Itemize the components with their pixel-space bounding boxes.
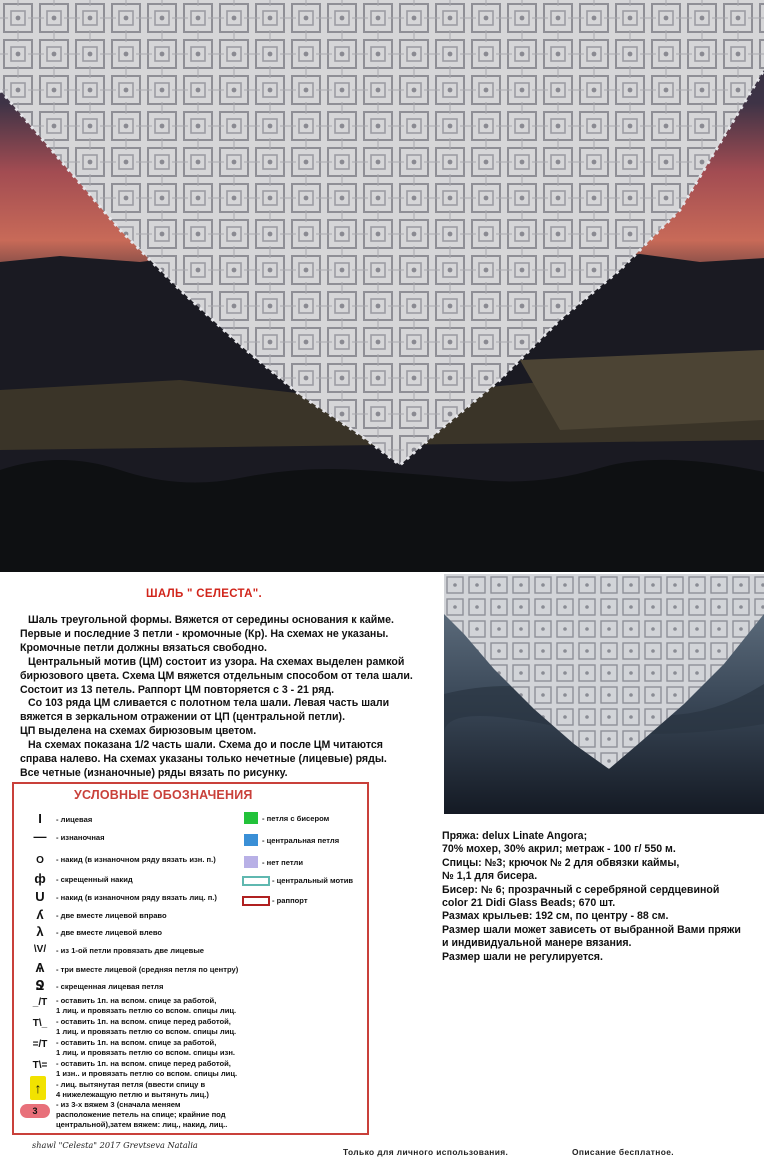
legend-k2tog-right: - две вместе лицевой вправо <box>56 911 167 920</box>
increase-symbol: \V/ <box>33 944 47 955</box>
author-signature: shawl "Celesta" 2017 Grevtseva Natalia <box>32 1140 198 1150</box>
description-line: Кромочные петли должны вязаться свободно. <box>20 641 267 654</box>
legend-elongated-stitch: - лиц. вытянутая петля (ввести спицу в 4 нижележащую петлю и вытянуть лиц.) <box>56 1080 209 1099</box>
materials-line: и индивидуальной манере вязания. <box>442 937 632 950</box>
pattern-title: ШАЛЬ " СЕЛЕСТА". <box>146 588 262 600</box>
crossed-yo-symbol: ф <box>34 871 46 886</box>
materials-line: 70% мохер, 30% акрил; метраж - 100 г/ 550 м. <box>442 843 676 856</box>
shawl-photo-sky <box>444 574 764 814</box>
description-line: Центральный мотив (ЦМ) состоит из узора. На схемах выделен рамкой <box>28 655 405 668</box>
materials-line: Спицы: №3; крючок № 2 для обвязки каймы, <box>442 856 680 869</box>
k3tog-symbol: Ѧ <box>35 960 45 975</box>
legend-cable-purl-left: - оставить 1п. на вспом. спице перед работой, 1 изн.. и провязать петлю со вспом. спицы лиц. <box>56 1059 238 1078</box>
free-description-note: Описание бесплатное. <box>572 1147 675 1157</box>
materials-line: Размах крыльев: 192 см, по центру - 88 см. <box>442 910 669 923</box>
center-stitch-swatch-icon <box>244 834 258 846</box>
cable-left-symbol: T\_ <box>32 1018 48 1029</box>
materials-line: Размер шали не регулируется. <box>442 950 603 963</box>
materials-line: № 1,1 для бисера. <box>442 870 538 883</box>
description-line: Со 103 ряда ЦМ сливается с полотном тела шали. Левая часть шали <box>28 697 390 710</box>
materials-line: Бисер: № 6; прозрачный с серебряной сердцевиной <box>442 883 720 896</box>
materials-info <box>442 830 762 964</box>
description-line: Все четные (изнаночные) ряды вязать по рисунку. <box>20 766 288 779</box>
k2tog-left-symbol: λ <box>36 924 44 939</box>
pattern-description <box>20 614 440 781</box>
legend-twisted-knit: - скрещенная лицевая петля <box>56 982 164 991</box>
legend-purl: - изнаночная <box>56 833 105 842</box>
three-from-three-symbol: 3 <box>32 1106 38 1116</box>
description-line: Шаль треугольной формы. Вяжется от середины основания к кайме. <box>28 614 394 626</box>
materials-line: color 21 Didi Glass Beads; 670 шт. <box>442 897 616 910</box>
no-stitch-swatch-icon <box>244 856 258 868</box>
cable-purl-right-symbol: =/T <box>32 1039 48 1050</box>
twisted-knit-symbol: Ջ <box>35 978 45 993</box>
legend-crossed-yo: - скрещенный накид <box>56 875 133 884</box>
legend-cable-right: - оставить 1п. на вспом. спице за работой, 1 лиц. и провязать петлю со вспом. спицы лиц. <box>56 996 237 1015</box>
personal-use-note: Только для личного использования. <box>343 1147 509 1157</box>
elongated-stitch-symbol: ↑ <box>34 1080 42 1096</box>
bead-swatch-icon <box>244 812 258 824</box>
description-line: справа налево. На схемах указаны только нечетные (лицевые) ряды. <box>20 753 387 766</box>
legend-no-stitch: - нет петли <box>262 858 303 867</box>
description-line: вяжется в зеркальном отражении от ЦП (центральной петли). <box>20 711 346 724</box>
legend-box <box>12 782 369 1135</box>
legend-central-motif: - центральный мотив <box>272 876 354 885</box>
three-from-three-marker-icon <box>20 1104 50 1118</box>
yarn-over-symbol: O <box>36 855 44 866</box>
rapport-frame-icon <box>242 896 270 906</box>
description-line: ЦП выделена на схемах бирюзовым цветом. <box>20 725 257 738</box>
knit-symbol: I <box>38 811 42 826</box>
purl-symbol: — <box>33 829 47 844</box>
shawl-photo-landscape <box>0 0 764 572</box>
description-line: Состоит из 13 петель. Раппорт ЦМ повторяется с 3 - 21 ряд. <box>20 683 335 696</box>
central-motif-frame-icon <box>242 876 270 886</box>
description-line: Первые и последние 3 петли - кромочные (Кр). На схемах не указаны. <box>20 627 389 640</box>
legend-increase: - из 1-ой петли провязать две лицевые <box>56 946 205 955</box>
materials-line: Пряжа: delux Linate Angora; <box>442 830 588 842</box>
elongated-stitch-arrow-icon <box>30 1076 46 1100</box>
legend-knit: - лицевая <box>56 815 93 824</box>
legend-yarn-over: - накид (в изнаночном ряду вязать изн. п.) <box>56 855 216 864</box>
yo-knit-symbol: U <box>35 889 45 904</box>
legend-k3tog: - три вместе лицевой (средняя петля по центру) <box>56 965 239 974</box>
legend-cable-purl-right: - оставить 1п. на вспом. спице за работой, 1 лиц. и провязать петлю со вспом. спицы изн. <box>56 1038 236 1057</box>
legend-bead: - петля с бисером <box>262 814 330 823</box>
description-line: бирюзового цвета. Схема ЦМ вяжется отдельным способом от тела шали. <box>20 669 413 682</box>
legend-center-stitch: - центральная петля <box>262 836 340 845</box>
materials-line: Размер шали может зависеть от выбранной Вами пряжи <box>442 923 741 936</box>
legend-three-from-three: - из 3-х вяжем 3 (сначала меняем расположение петель на спице; крайние под центральной),затем вяжем: лиц., накид, лиц.. <box>56 1100 228 1129</box>
cable-right-symbol: _/T <box>32 997 48 1008</box>
legend-yo-knit: - накид (в изнаночном ряду вязать лиц. п.) <box>56 893 217 902</box>
legend-rapport: - раппорт <box>272 896 308 905</box>
cable-purl-left-symbol: T\= <box>32 1060 48 1071</box>
legend-title: УСЛОВНЫЕ ОБОЗНАЧЕНИЯ <box>74 788 253 802</box>
description-line: На схемах показана 1/2 часть шали. Схема до и после ЦМ читаются <box>28 739 383 752</box>
legend-cable-left: - оставить 1п. на вспом. спице перед работой, 1 лиц. и провязать петлю со вспом. спицы лиц. <box>56 1017 237 1036</box>
k2tog-right-symbol: ʎ <box>36 907 44 922</box>
legend-k2tog-left: - две вместе лицевой влево <box>56 928 163 937</box>
